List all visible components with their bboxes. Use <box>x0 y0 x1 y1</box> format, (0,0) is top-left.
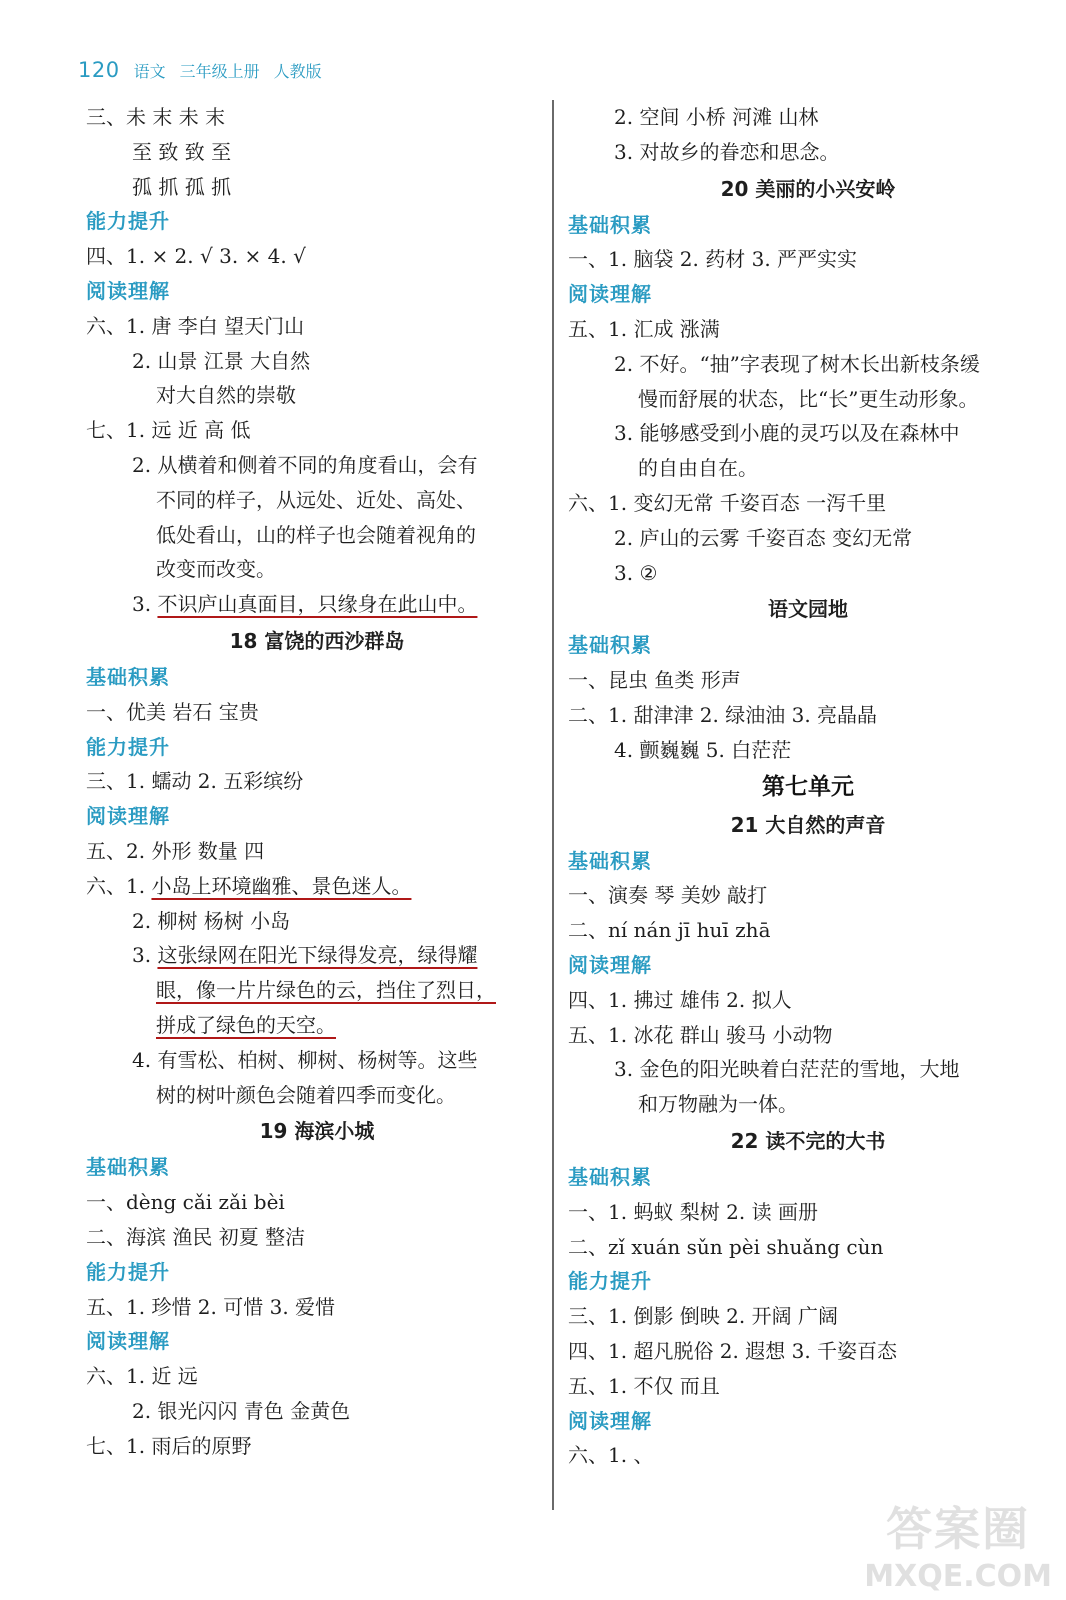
section-heading: 基础积累 <box>568 633 652 658</box>
left-column <box>86 100 548 1463</box>
answer-line: 四、1. 超凡脱俗 2. 遐想 3. 千姿百态 <box>568 1338 898 1363</box>
page-header <box>78 58 322 88</box>
answer-line: 一、dèng cǎi zǎi bèi <box>86 1190 285 1215</box>
answer-line: 五、1. 汇成 涨满 <box>568 316 720 341</box>
answer-line: 改变而改变。 <box>156 557 276 582</box>
answer-line: 至 致 致 至 <box>132 139 232 164</box>
answer-line: 二、海滨 渔民 初夏 整洁 <box>86 1224 306 1249</box>
lesson-title: 18 富饶的西沙群岛 <box>229 628 405 653</box>
lesson-title: 19 海滨小城 <box>259 1119 375 1144</box>
section-heading: 基础积累 <box>568 212 652 237</box>
underlined-answer: 拼成了绿色的天空。 <box>156 1012 336 1037</box>
right-column <box>568 100 1048 1473</box>
answer-line: 一、1. 蚂蚁 梨树 2. 读 画册 <box>568 1199 818 1224</box>
answer-line <box>86 938 548 973</box>
answer-line: 二、zǐ xuán sǔn pèi shuǎng cùn <box>568 1234 884 1259</box>
section-heading: 能力提升 <box>86 1259 170 1284</box>
unit-title: 第七单元 <box>762 773 854 800</box>
item-number: 六、1. <box>86 873 152 898</box>
answer-line: 2. 柳树 杨树 小岛 <box>132 908 291 933</box>
underlined-answer: 不识庐山真面目，只缘身在此山中。 <box>157 592 478 617</box>
section-heading: 基础积累 <box>86 1155 170 1180</box>
answer-line: 五、1. 冰花 群山 骏马 小动物 <box>568 1022 833 1047</box>
answer-line <box>86 1008 548 1043</box>
section-heading: 基础积累 <box>86 664 170 689</box>
answer-line: 2. 不好。“抽”字表现了树木长出新枝条缓 <box>614 351 980 376</box>
answer-line: 4. 颤巍巍 5. 白茫茫 <box>614 737 792 762</box>
answer-line: 四、1. × 2. √ 3. × 4. √ <box>86 244 306 269</box>
answer-line: 和万物融为一体。 <box>638 1092 798 1117</box>
answer-line: 五、1. 珍惜 2. 可惜 3. 爱惜 <box>86 1294 336 1319</box>
section-title: 语文园地 <box>768 597 848 622</box>
answer-line: 2. 山景 江景 大自然 <box>132 348 311 373</box>
answer-line: 四、1. 拂过 雄伟 2. 拟人 <box>568 987 792 1012</box>
section-heading: 基础积累 <box>568 1164 652 1189</box>
subject-label: 语文 <box>133 62 166 81</box>
answer-line: 三、1. 蠕动 2. 五彩缤纷 <box>86 769 304 794</box>
grade-label: 三年级上册 <box>179 62 260 81</box>
answer-line: 一、1. 脑袋 2. 药材 3. 严严实实 <box>568 247 858 272</box>
answer-line: 一、优美 岩石 宝贵 <box>86 699 259 724</box>
answer-line: 2. 庐山的云雾 千姿百态 变幻无常 <box>614 525 913 550</box>
lesson-title: 22 读不完的大书 <box>730 1128 886 1153</box>
answer-line <box>86 587 548 622</box>
answer-line: 慢而舒展的状态，比“长”更生动形象。 <box>638 386 979 411</box>
section-heading: 能力提升 <box>568 1269 652 1294</box>
section-heading: 阅读理解 <box>86 278 170 303</box>
answer-line: 3. 能够感受到小鹿的灵巧以及在森林中 <box>614 421 960 446</box>
underlined-answer: 这张绿网在阳光下绿得发亮，绿得耀 <box>157 943 478 968</box>
answer-line: 一、昆虫 鱼类 形声 <box>568 668 741 693</box>
answer-line: 孤 抓 孤 抓 <box>132 174 232 199</box>
answer-line <box>86 869 548 904</box>
underlined-answer: 眼，像一片片绿色的云，挡住了烈日， <box>156 978 496 1003</box>
answer-line: 一、演奏 琴 美妙 敲打 <box>568 883 768 908</box>
answer-line: 3. 对故乡的眷恋和思念。 <box>614 139 840 164</box>
lesson-title: 21 大自然的声音 <box>730 812 886 837</box>
answer-line: 的自由自在。 <box>638 456 758 481</box>
underlined-answer: 小岛上环境幽雅、景色迷人。 <box>151 873 412 898</box>
answer-line: 对大自然的崇敬 <box>156 383 296 408</box>
answer-line: 六、1. 变幻无常 千姿百态 一泻千里 <box>568 490 887 515</box>
column-divider <box>552 100 554 1510</box>
section-heading: 能力提升 <box>86 734 170 759</box>
answer-line: 五、1. 不仅 而且 <box>568 1373 720 1398</box>
section-heading: 阅读理解 <box>568 952 652 977</box>
answer-line: 不同的样子，从远处、近处、高处、 <box>156 487 476 512</box>
answer-line: 2. 空间 小桥 河滩 山林 <box>614 105 819 129</box>
answer-line: 二、1. 甜津津 2. 绿油油 3. 亮晶晶 <box>568 702 878 727</box>
answer-line: 三、未 末 未 末 <box>86 105 226 129</box>
watermark-url: MXQE.COM <box>864 1559 1052 1594</box>
watermark-logo: 答案圈 <box>886 1502 1031 1556</box>
answer-line: 2. 从横着和侧着不同的角度看山，会有 <box>132 452 478 477</box>
section-heading: 基础积累 <box>568 848 652 873</box>
section-heading: 阅读理解 <box>568 282 652 307</box>
section-heading: 阅读理解 <box>86 1329 170 1354</box>
item-number: 3. <box>132 592 158 617</box>
answer-line: 三、1. 倒影 倒映 2. 开阔 广阔 <box>568 1304 838 1329</box>
page-number: 120 <box>78 58 120 82</box>
answer-line: 七、1. 远 近 高 低 <box>86 418 251 443</box>
answer-line: 4. 有雪松、柏树、柳树、杨树等。这些 <box>132 1047 478 1072</box>
answer-line: 2. 银光闪闪 青色 金黄色 <box>132 1398 351 1423</box>
answer-line: 低处看山，山的样子也会随着视角的 <box>156 522 476 547</box>
section-heading: 能力提升 <box>86 209 170 234</box>
watermark <box>864 1493 1052 1594</box>
section-heading: 阅读理解 <box>568 1408 652 1433</box>
lesson-title: 20 美丽的小兴安岭 <box>720 176 896 201</box>
answer-line: 五、2. 外形 数量 四 <box>86 838 265 863</box>
answer-line: 树的树叶颜色会随着四季而变化。 <box>156 1082 456 1107</box>
answer-line: 六、1. 近 远 <box>86 1364 198 1389</box>
section-heading: 阅读理解 <box>86 804 170 829</box>
item-number: 3. <box>132 943 158 968</box>
answer-line: 六、1. 、 <box>568 1443 654 1468</box>
answer-line <box>86 973 548 1008</box>
answer-line: 六、1. 唐 李白 望天门山 <box>86 313 305 338</box>
answer-line: 3. 金色的阳光映着白茫茫的雪地，大地 <box>614 1057 960 1082</box>
answer-line: 二、ní nán jī huī zhā <box>568 918 771 943</box>
edition-label: 人教版 <box>273 62 322 81</box>
answer-line: 七、1. 雨后的原野 <box>86 1433 252 1458</box>
answer-line: 3. ② <box>614 560 658 585</box>
